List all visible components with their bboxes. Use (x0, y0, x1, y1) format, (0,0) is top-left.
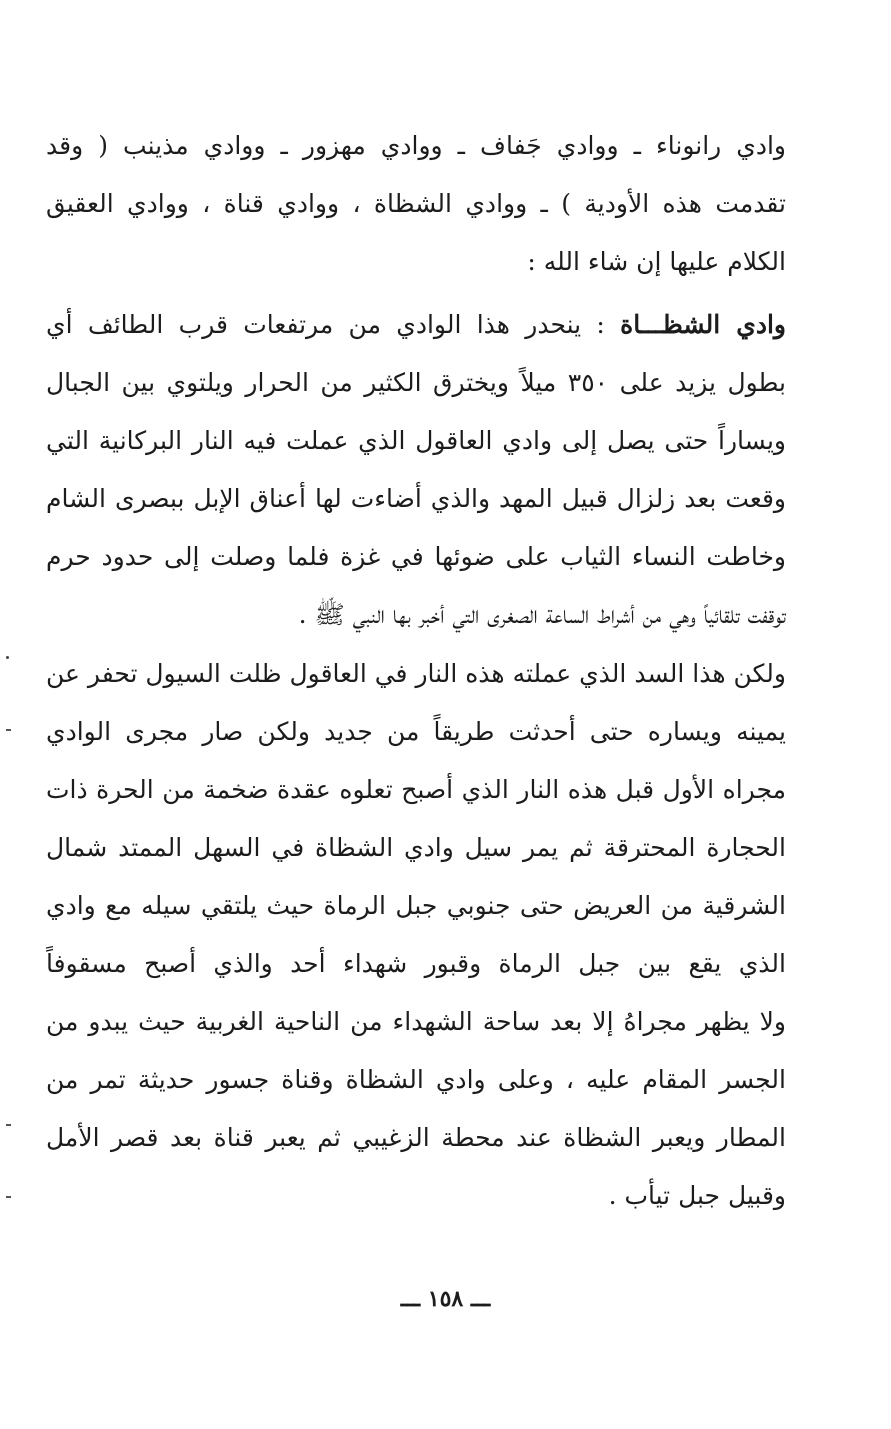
scan-speck (6, 729, 11, 731)
text-line: ولكن هذا السد الذي عملته هذه النار في العاقول ظلت السيول تحفر عن (46, 659, 786, 688)
text-line: وقبيل جبل تيأب . (608, 1181, 786, 1210)
text-line (46, 305, 786, 345)
text-line: الذي يقع بين جبل الرماة وقبور شهداء أحد والذي أصبح مسقوفاً (46, 949, 786, 978)
text-line: بطول يزيد على ٣٥٠ ميلاً ويخترق الكثير من الحرار ويلتوي بين الجبال (46, 368, 786, 397)
text-line: الحجارة المحترقة ثم يمر سيل وادي الشظاة في السهل الممتد شمال (46, 833, 786, 862)
text-line: تقدمت هذه الأودية ) ـ ووادي الشظاة ، ووادي قناة ، ووادي العقيق (46, 189, 786, 218)
text-line: الجسر المقام عليه ، وعلى وادي الشظاة وقناة جسور حديثة تمر من (46, 1065, 786, 1094)
text-line: وخاطت النساء الثياب على ضوئها في غزة فلما وصلت إلى حدود حرم (46, 542, 786, 571)
page-number: ـــ ١٥٨ ـــ (400, 1286, 491, 1312)
text-line: الكلام عليها إن شاء الله : (527, 247, 786, 276)
text-line: يمينه ويساره حتى أحدثت طريقاً من جديد ولكن صار مجرى الوادي (46, 717, 786, 746)
text-line: مجراه الأول قبل هذه النار الذي أصبح تعلوه عقدة ضخمة من الحرة ذات (46, 775, 786, 804)
text-line: ولا يظهر مجراهُ إلا بعد ساحة الشهداء من الناحية الغربية حيث يبدو من (46, 1007, 786, 1036)
text-line: الشرقية من العريض حتى جنوبي جبل الرماة حيث يلتقي سيله مع وادي (46, 891, 786, 920)
text-line: المطار ويعبر الشظاة عند محطة الزغيبي ثم يعبر قناة بعد قصر الأمل (46, 1123, 786, 1152)
text-line: وقعت بعد زلزال قبيل المهد والذي أضاءت لها أعناق الإبل ببصرى الشام (46, 484, 786, 513)
scan-speck (6, 1196, 11, 1198)
scan-speck (6, 1124, 11, 1126)
text-line-rest: : ينحدر هذا الوادي من مرتفعات قرب الطائف أي (46, 310, 621, 339)
wadi-term: وادي الشظـــاة (620, 310, 786, 339)
text-line: توقفت تلقائياً وهي من أشراط الساعة الصغرى التي أخبر بها النبي ﷺ . (298, 600, 786, 629)
text-line: ويساراً حتى يصل إلى وادي العاقول الذي عملت فيه النار البركانية التي (46, 426, 786, 455)
text-line: وادي رانوناء ـ ووادي جَفاف ـ ووادي مهزور ـ ووادي مذينب ( وقد (46, 131, 786, 160)
scan-speck (6, 656, 9, 659)
